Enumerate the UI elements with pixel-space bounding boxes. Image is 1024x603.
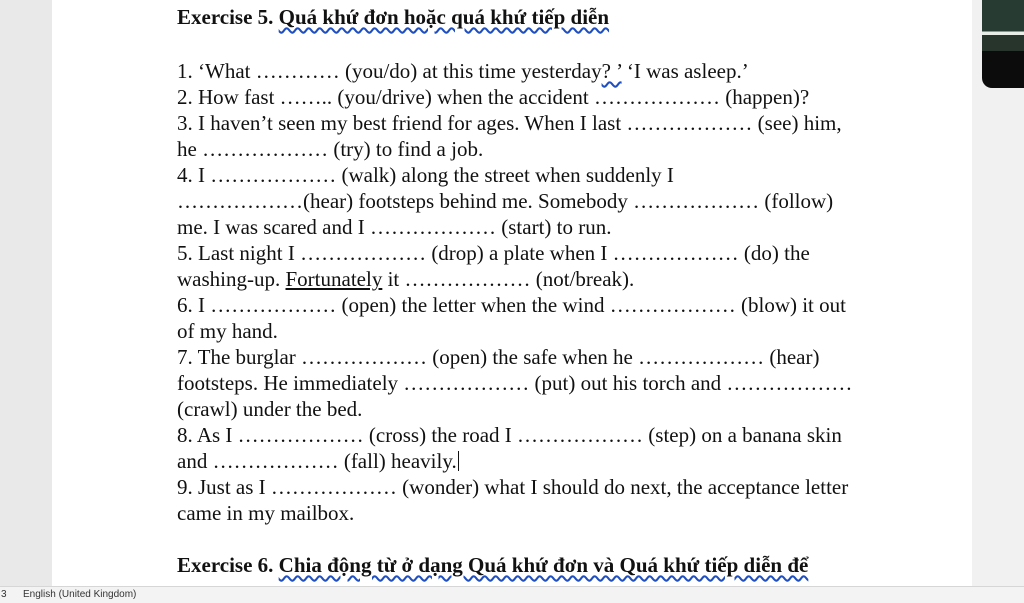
exercise-5-title-prefix: Exercise 5. bbox=[177, 5, 279, 29]
document-line-13: footsteps. He immediately ……………… (put) out his torch and ……………… bbox=[177, 371, 853, 395]
document-line-5: 4. I ……………… (walk) along the street when suddenly I bbox=[177, 163, 674, 187]
status-bar bbox=[0, 586, 1024, 603]
line-1-marked: ? ’ bbox=[601, 59, 622, 83]
left-gutter bbox=[0, 0, 52, 586]
document-line-3: 3. I haven’t seen my best friend for ages. When I last ……………… (see) him, bbox=[177, 111, 842, 135]
line-1-end: ‘I was asleep.’ bbox=[621, 59, 749, 83]
document-line-2: 2. How fast …….. (you/drive) when the accident ……………… (happen)? bbox=[177, 85, 810, 109]
document-line-18: came in my mailbox. bbox=[177, 501, 355, 525]
document-line-4: he ……………… (try) to find a job. bbox=[177, 137, 484, 161]
document-line-1 bbox=[177, 58, 972, 84]
exercise-6-title-vietnamese: Chia động từ ở dạng Quá khứ đơn và Quá khứ tiếp diễn để bbox=[278, 553, 809, 577]
line-1-start: 1. ‘What ………… (you/do) at this time yesterday bbox=[177, 59, 602, 83]
line-16-text: and ……………… (fall) heavily. bbox=[177, 449, 457, 473]
line-9-end: it ……………… (not/break). bbox=[382, 267, 635, 291]
document-body[interactable] bbox=[177, 4, 972, 578]
document-line-15: 8. As I ……………… (cross) the road I ……………… (step) on a banana skin bbox=[177, 423, 842, 447]
document-line-12: 7. The burglar ……………… (open) the safe when he ……………… (hear) bbox=[177, 345, 820, 369]
right-side-panel bbox=[972, 0, 1024, 586]
line-9-start: washing-up. bbox=[177, 267, 286, 291]
document-page[interactable] bbox=[52, 0, 972, 586]
document-line-7: me. I was scared and I ……………… (start) to run. bbox=[177, 215, 612, 239]
video-thumbnail[interactable] bbox=[982, 0, 1024, 88]
document-line-11: of my hand. bbox=[177, 319, 278, 343]
document-line-6: ………………(hear) footsteps behind me. Somebody ……………… (follow) bbox=[177, 189, 834, 213]
document-line-9 bbox=[177, 266, 972, 292]
document-line-17: 9. Just as I ……………… (wonder) what I should do next, the acceptance letter bbox=[177, 475, 849, 499]
line-9-marked: Fortunately bbox=[285, 267, 383, 291]
exercise-6-title bbox=[177, 552, 972, 578]
exercise-5-title bbox=[177, 4, 972, 30]
document-line-8: 5. Last night I ……………… (drop) a plate when I ……………… (do) the bbox=[177, 241, 810, 265]
exercise-6-title-prefix: Exercise 6. bbox=[177, 553, 279, 577]
document-line-10: 6. I ……………… (open) the letter when the wind ……………… (blow) it out bbox=[177, 293, 846, 317]
exercise-5-title-vietnamese: Quá khứ đơn hoặc quá khứ tiếp diễn bbox=[278, 5, 610, 29]
status-page-indicator[interactable]: 3 bbox=[1, 589, 7, 600]
language-indicator[interactable]: English (United Kingdom) bbox=[23, 589, 137, 600]
document-line-14: (crawl) under the bed. bbox=[177, 397, 363, 421]
document-line-16 bbox=[177, 448, 972, 474]
text-cursor bbox=[458, 451, 459, 471]
